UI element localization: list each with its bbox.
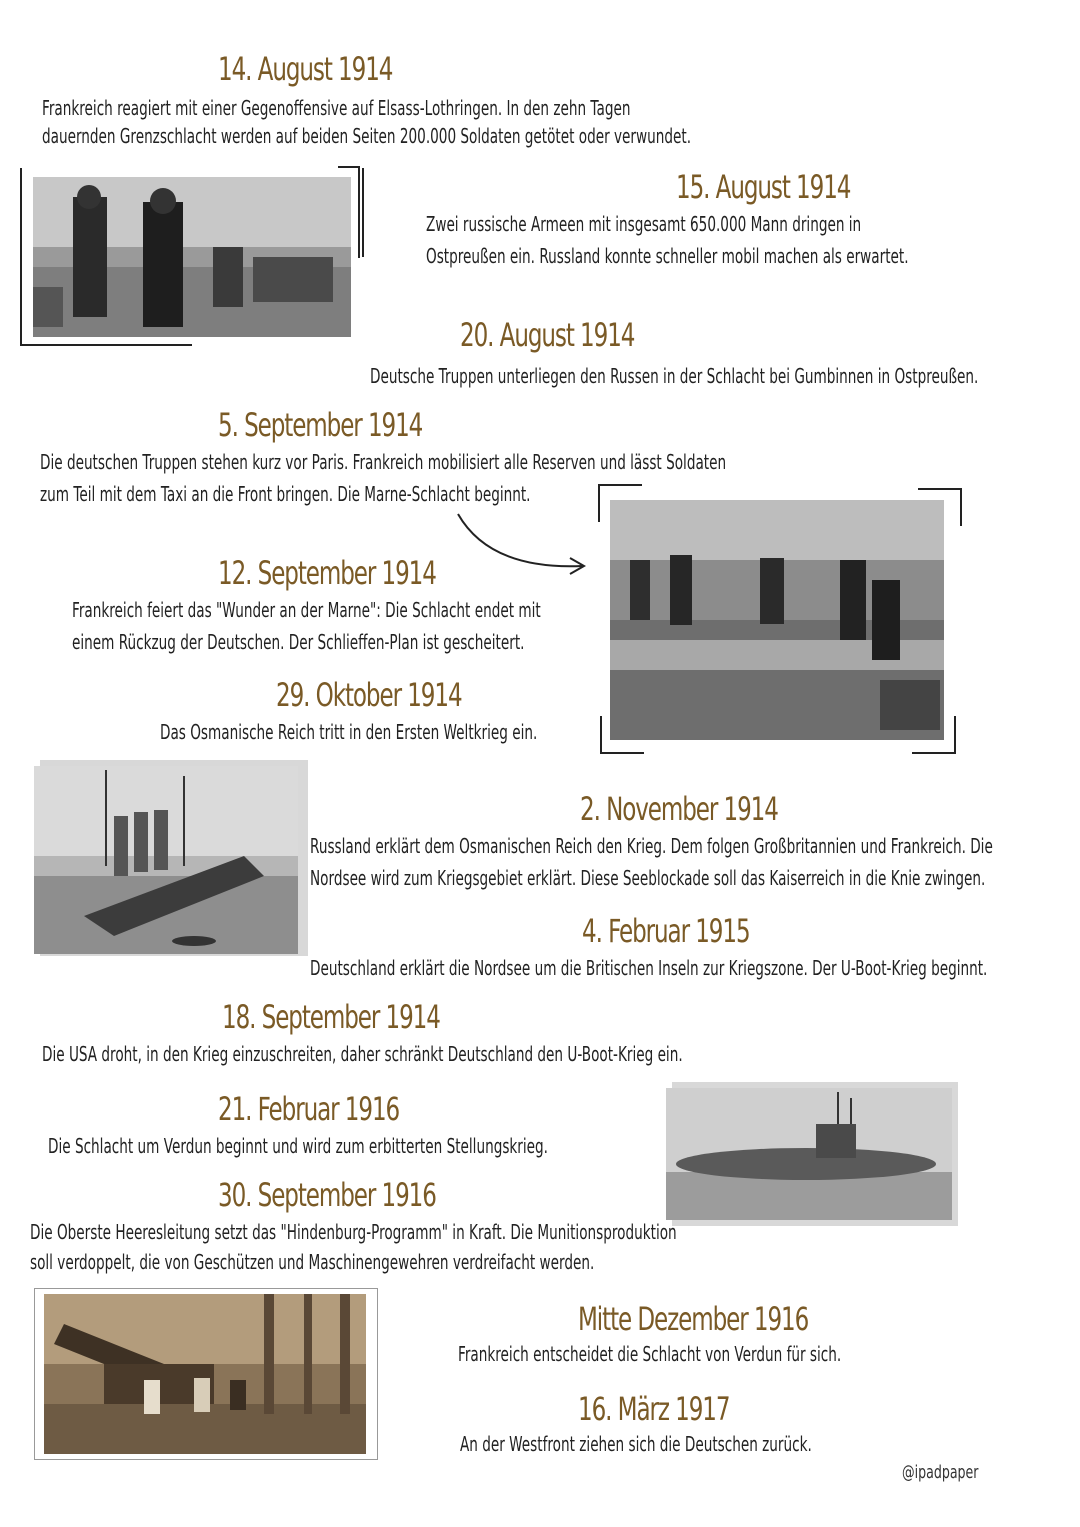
event-date-6: 29. Oktober 1914 — [276, 676, 462, 714]
event-text-3: Deutsche Truppen unterliegen den Russen in der Schlacht bei Gumbinnen in Ostpreußen. — [370, 364, 979, 388]
artillery-crew-photo — [44, 1294, 366, 1454]
event-text-7b: Nordsee wird zum Kriegsgebiet erklärt. Diese Seeblockade soll das Kaiserreich in die Knie zwingen. — [310, 866, 986, 890]
submarine-photo — [666, 1088, 952, 1220]
event-date-5: 12. September 1914 — [218, 554, 436, 592]
event-text-7a: Russland erklärt dem Osmanischen Reich den Krieg. Dem folgen Großbritannien und Frankreich. Die — [310, 834, 993, 858]
event-date-9: 18. September 1914 — [222, 998, 440, 1036]
event-text-8: Deutschland erklärt die Nordsee um die Britischen Inseln zur Kriegszone. Der U-Boot-Krieg beginnt. — [310, 956, 988, 980]
event-text-10: Die Schlacht um Verdun beginnt und wird zum erbitterten Stellungskrieg. — [48, 1134, 548, 1158]
trench-soldiers-photo — [610, 500, 944, 740]
event-text-1b: dauernden Grenzschlacht werden auf beiden Seiten 200.000 Soldaten getötet oder verwundet. — [42, 124, 692, 148]
arrow-icon — [450, 508, 600, 578]
event-text-2a: Zwei russische Armeen mit insgesamt 650.000 Mann dringen in — [426, 212, 862, 236]
event-text-5b: einem Rückzug der Deutschen. Der Schlieffen-Plan ist gescheitert. — [72, 630, 525, 654]
event-date-8: 4. Februar 1915 — [582, 912, 750, 950]
event-text-2b: Ostpreußen ein. Russland konnte schneller mobil machen als erwartet. — [426, 244, 909, 268]
event-date-2: 15. August 1914 — [676, 168, 851, 206]
event-date-13: 16. März 1917 — [578, 1390, 730, 1428]
event-text-4a: Die deutschen Truppen stehen kurz vor Paris. Frankreich mobilisiert alle Reserven und lässt Soldaten — [40, 450, 727, 474]
event-date-12: Mitte Dezember 1916 — [578, 1300, 809, 1338]
soldiers-marching-photo — [33, 177, 351, 337]
sinking-ship-photo — [34, 766, 298, 954]
event-text-4b: zum Teil mit dem Taxi an die Front bringen. Die Marne-Schlacht beginnt. — [40, 482, 531, 506]
event-date-10: 21. Februar 1916 — [218, 1090, 400, 1128]
event-text-11a: Die Oberste Heeresleitung setzt das "Hindenburg-Programm" in Kraft. Die Munitionsproduktion — [30, 1220, 677, 1244]
event-date-11: 30. September 1916 — [218, 1176, 436, 1214]
event-text-6: Das Osmanische Reich tritt in den Ersten Weltkrieg ein. — [160, 720, 538, 744]
event-text-1a: Frankreich reagiert mit einer Gegenoffensive auf Elsass-Lothringen. In den zehn Tagen — [42, 96, 631, 120]
event-text-11b: soll verdoppelt, die von Geschützen und Maschinengewehren verdreifacht werden. — [30, 1250, 595, 1274]
event-text-12: Frankreich entscheidet die Schlacht von Verdun für sich. — [458, 1342, 842, 1366]
event-date-3: 20. August 1914 — [460, 316, 635, 354]
event-text-5a: Frankreich feiert das "Wunder an der Marne": Die Schlacht endet mit — [72, 598, 541, 622]
event-date-7: 2. November 1914 — [580, 790, 778, 828]
event-text-9: Die USA droht, in den Krieg einzuschreiten, daher schränkt Deutschland den U-Boot-Krieg ein. — [42, 1042, 683, 1066]
event-date-1: 14. August 1914 — [218, 50, 393, 88]
event-date-4: 5. September 1914 — [218, 406, 423, 444]
credit-handle: @ipadpaper — [902, 1462, 979, 1483]
event-text-13: An der Westfront ziehen sich die Deutschen zurück. — [460, 1432, 812, 1456]
